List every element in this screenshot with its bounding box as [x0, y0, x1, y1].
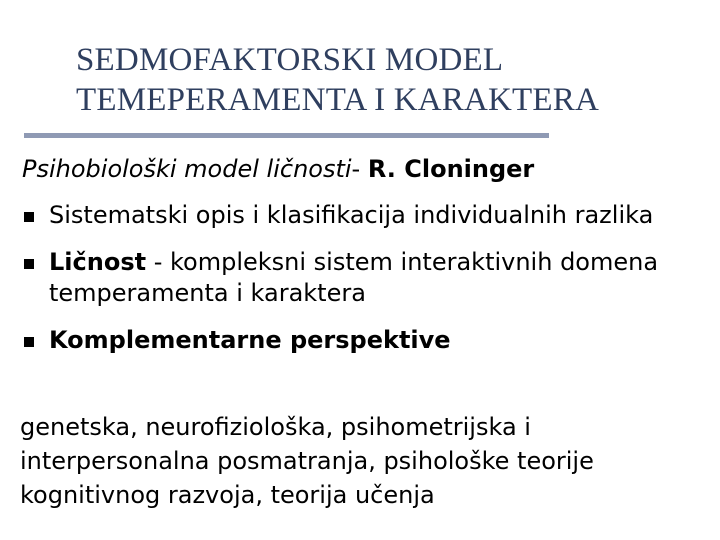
bullet-text: - kompleksni sistem interaktivnih domena temperamenta i karaktera	[49, 248, 659, 307]
title-divider	[24, 133, 549, 138]
subtitle-dash: -	[351, 155, 368, 183]
slide-title	[76, 40, 696, 120]
paragraph-line-3: kognitivnog razvoja, teorija učenja	[20, 481, 435, 509]
bullet-item	[20, 325, 710, 356]
bullet-text: Sistematski opis i klasifikacija individualnih razlika	[49, 201, 654, 229]
title-line-1: SEDMOFAKTORSKI MODEL	[76, 42, 504, 78]
perspectives-paragraph	[20, 410, 710, 512]
square-bullet-icon	[24, 259, 34, 269]
paragraph-line-2: interpersonalna posmatranja, psihološke teorije	[20, 447, 594, 475]
subtitle-model: Psihobiološki model ličnosti	[22, 155, 352, 183]
square-bullet-icon	[24, 212, 34, 222]
title-line-2: TEMEPERAMENTA I KARAKTERA	[76, 82, 600, 118]
bullet-list	[20, 200, 710, 372]
square-bullet-icon	[24, 337, 34, 347]
slide-subtitle	[22, 152, 534, 186]
bullet-lead: Komplementarne perspektive	[49, 326, 451, 354]
bullet-item	[20, 200, 710, 231]
bullet-item	[20, 247, 710, 309]
subtitle-author: R. Cloninger	[367, 155, 535, 183]
bullet-lead: Ličnost	[49, 248, 147, 276]
paragraph-line-1: genetska, neurofiziološka, psihometrijska i	[20, 413, 531, 441]
